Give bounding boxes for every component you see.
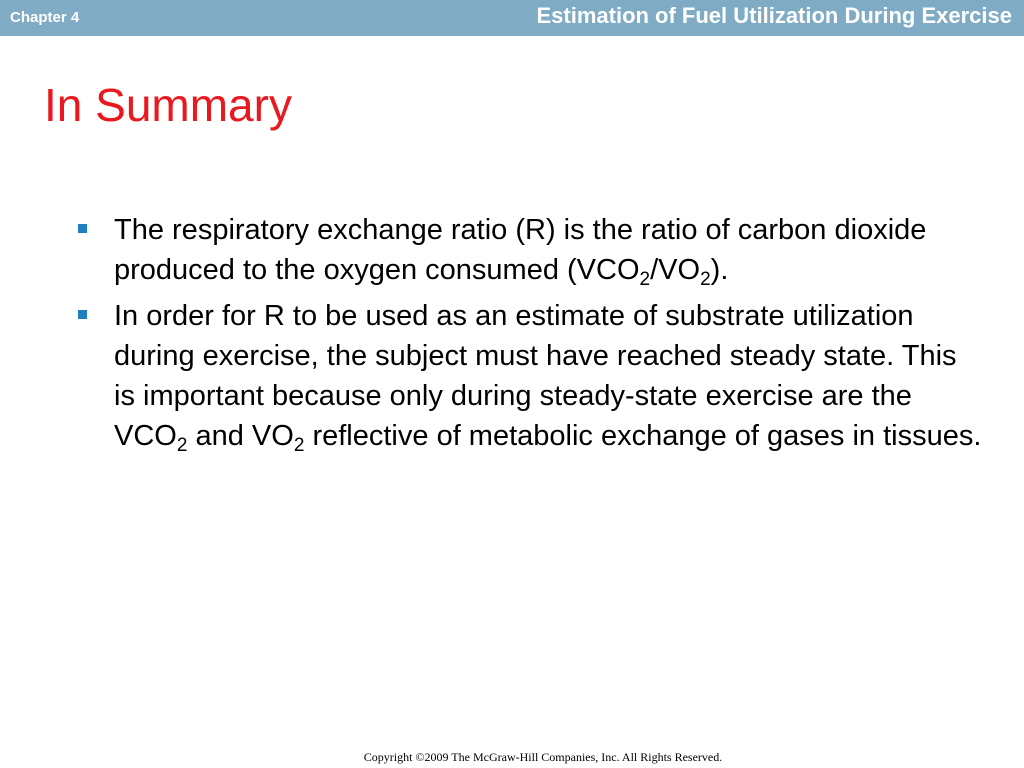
subscript: 2 — [639, 269, 651, 290]
bullet-text: and VO — [187, 420, 294, 452]
bullet-item — [74, 296, 984, 456]
chapter-label: Chapter 4 — [10, 9, 80, 26]
bullet-text: The respiratory exchange ratio (R) is the ratio of carbon dioxide produced to the oxygen consumed (VCO — [114, 214, 927, 286]
header-bar — [0, 0, 1024, 36]
subscript: 2 — [176, 435, 188, 456]
slide-title: In Summary — [44, 79, 292, 131]
bullet-text: reflective of metabolic exchange of gases in tissues. — [304, 420, 982, 452]
bullet-list — [74, 210, 984, 462]
subscript: 2 — [700, 269, 711, 290]
square-bullet-icon — [78, 310, 87, 319]
topic-label: Estimation of Fuel Utilization During Exercise — [536, 3, 1012, 28]
square-bullet-icon — [78, 224, 87, 233]
subscript: 2 — [293, 435, 305, 456]
bullet-item — [74, 210, 984, 290]
bullet-text: /VO — [650, 254, 701, 286]
bullet-text: In order for R to be used as an estimate of substrate utilization during exercise, the subject must have reached steady state. This is important because only during steady-state exercise are the VCO — [114, 300, 957, 452]
bullet-text: ). — [710, 254, 729, 286]
copyright-notice: Copyright ©2009 The McGraw-Hill Companies, Inc. All Rights Reserved. — [363, 750, 723, 764]
